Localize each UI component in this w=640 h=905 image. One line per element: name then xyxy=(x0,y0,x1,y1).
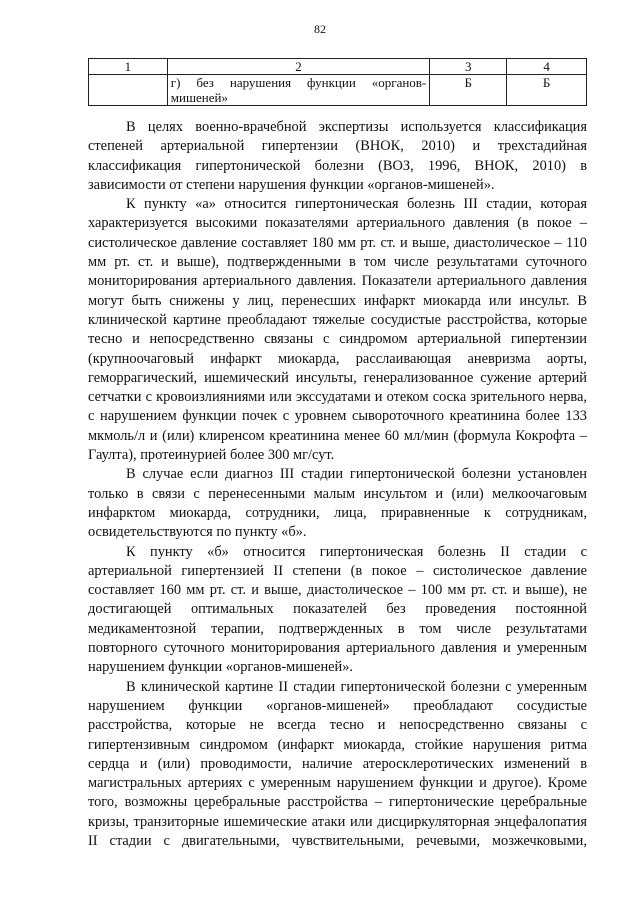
table-cell: Б xyxy=(430,75,507,106)
paragraph: К пункту «а» относится гипертоническая болезнь III стадии, которая характеризуется высокими показателями артериального давления (в покое – систолическое давление составляет 180 мм рт. ст. и выше, диастолическое – 110 мм рт. ст. и выше), подтвержденными в том числе результатами суточного мониторирования артериального давления. Показатели артериального давления могут быть снижены у лиц, перенесших инфаркт миокарда или инсульт. В клинической картине преобладают тяжелые сосудистые расстройства, которые тесно и непосредственно связаны с синдромом артериальной гипертензии (крупноочаговый инфаркт миокарда, расслаивающая аневризма аорты, геморрагический, ишемический инсульты, генерализованное сужение артерий сетчатки с кровоизлияниями или экссудатами и отеком соска зрительного нерва, с нарушением функции почек с уровнем сывороточного креатинина более 133 мкмоль/л и (или) клиренсом креатинина менее 60 мл/мин (формула Кокрофта – Гаулта), протеинурией более 300 мг/сут. xyxy=(88,196,587,464)
paragraph: К пункту «б» относится гипертоническая болезнь II стадии с артериальной гипертензией II степени (в покое – систолическое давление составляет 160 мм рт. ст. и выше, диастолическое – 100 мм рт. ст. и выше), не достигающей оптимальных показателей без проведения постоянной медикаментозной терапии, подтвержденных в том числе результатами повторного суточного мониторирования артериального давления и умеренным нарушением функции «органов-мишеней». xyxy=(88,543,587,676)
paragraph: В клинической картине II стадии гипертонической болезни с умеренным нарушением функции «органов-мишеней» преобладают сосудистые расстройства, которые не всегда тесно и непосредственно связаны с гипертензивным синдромом (инфаркт миокарда, стойкие нарушения ритма сердца и (или) проводимости, наличие атеросклеротических изменений в магистральных артериях с умеренным нарушением функции и другое). Кроме того, возможны церебральные расстройства – гипертонические церебральные кризы, транзиторные ишемические атаки или дисциркуляторная энцефалопатия II стадии с двигательными, чувствительными, речевыми, мозжечковыми, xyxy=(88,678,587,849)
table-header-cell: 3 xyxy=(430,59,507,75)
table-cell: г) без нарушения функции «органов-мишеней» xyxy=(167,75,429,106)
table-row xyxy=(89,75,587,106)
document-body xyxy=(88,118,587,851)
page-number: 82 xyxy=(314,22,326,36)
table-cell xyxy=(89,75,168,106)
table-header-cell: 2 xyxy=(167,59,429,75)
table-cell: Б xyxy=(507,75,587,106)
classification-table xyxy=(88,58,587,106)
table-header-cell: 4 xyxy=(507,59,587,75)
paragraph: В целях военно-врачебной экспертизы используется классификация степеней артериальной гипертензии (ВНОК, 2010) и трехстадийная классификация гипертонической болезни (ВОЗ, 1996, ВНОК, 2010) в зависимости от степени нарушения функции «органов-мишеней». xyxy=(88,119,587,193)
table-header-cell: 1 xyxy=(89,59,168,75)
paragraph: В случае если диагноз III стадии гипертонической болезни установлен только в связи с перенесенными малым инсультом и (или) мелкоочаговым инфарктом миокарда, сотрудники, лица, приравненные к сотрудникам, освидетельствуются по пункту «б». xyxy=(88,466,587,541)
table-header-row xyxy=(89,59,587,75)
